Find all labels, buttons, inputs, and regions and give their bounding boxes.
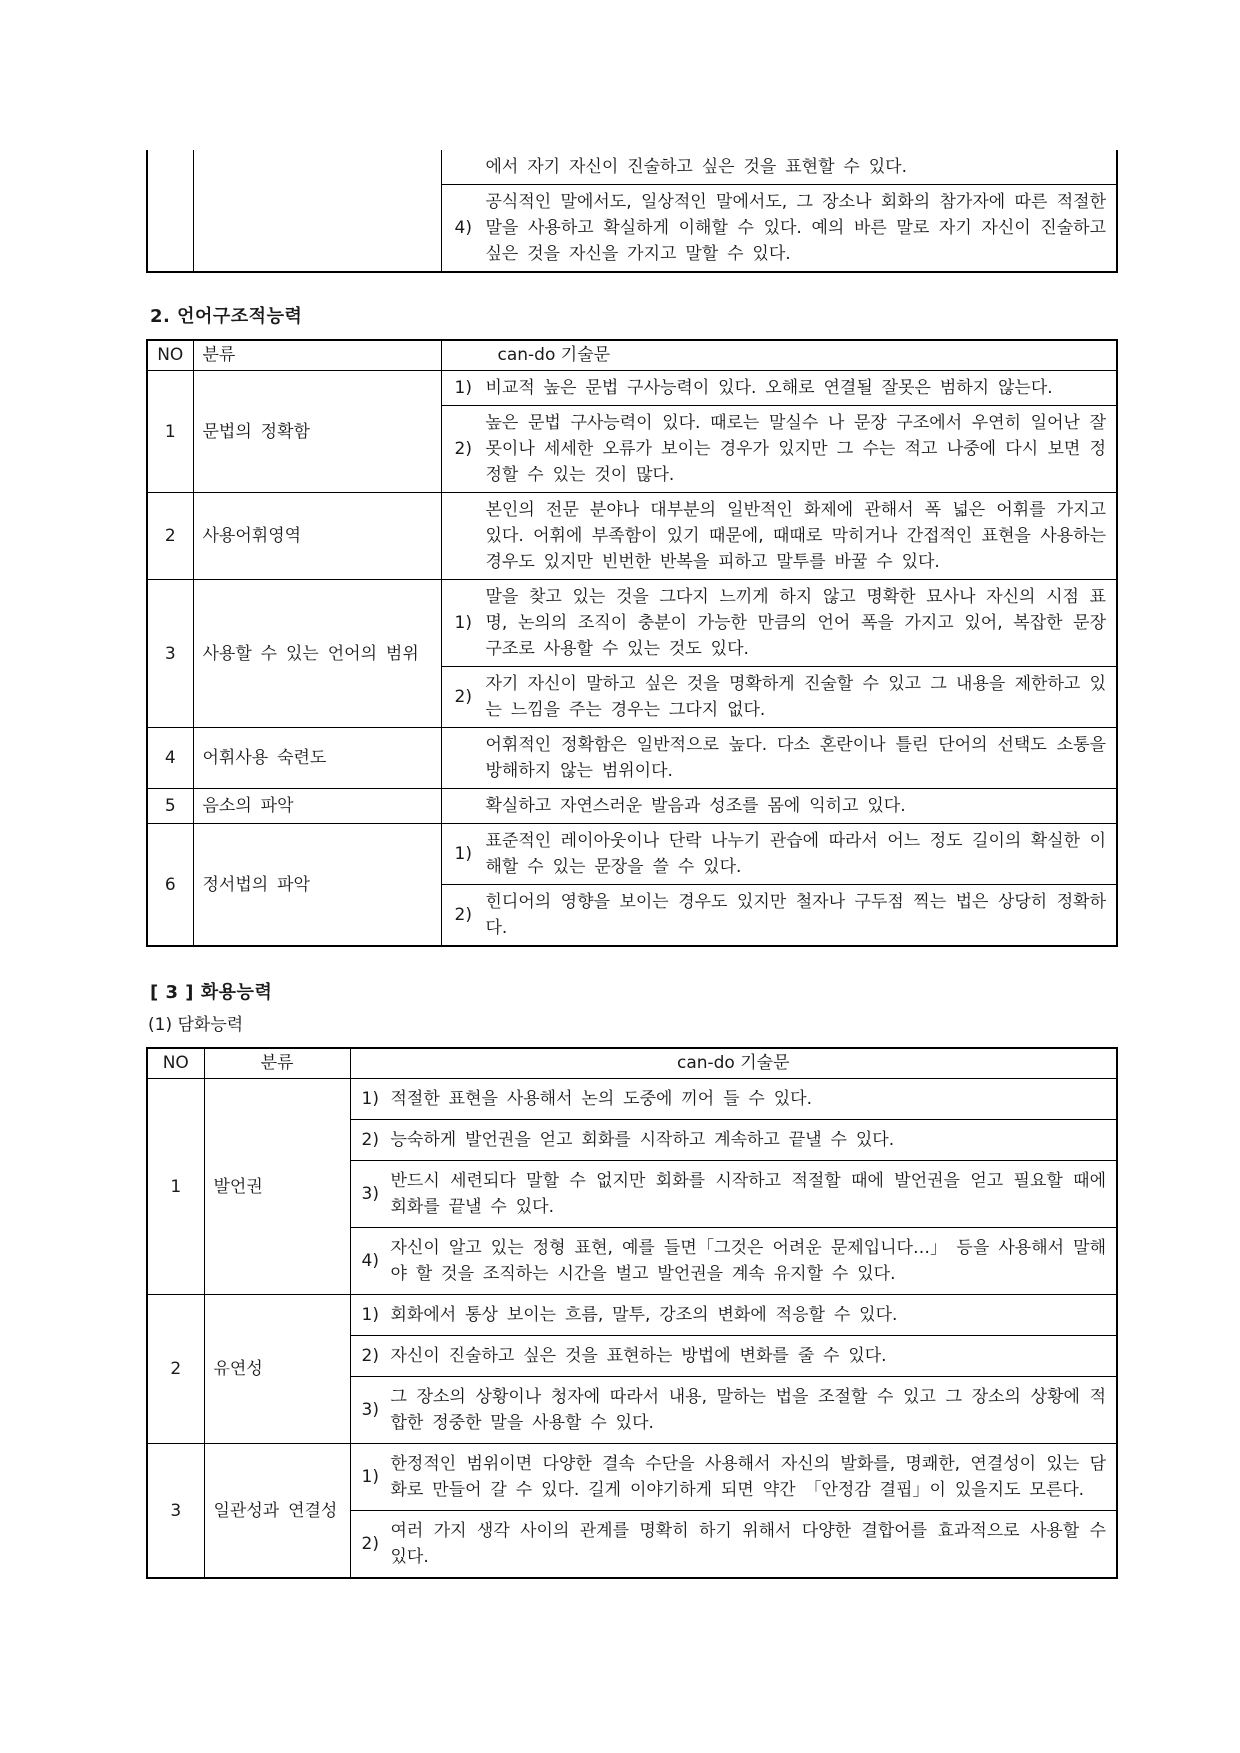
table-row [147,150,1117,185]
cando-item [442,671,1107,723]
table-row [147,728,1117,789]
cando-item [442,154,1107,180]
item-text: 자기 자신이 말하고 싶은 것을 명확하게 진술할 수 있고 그 내용을 제한하고 있는 느낌을 주는 경우는 그다지 없다. [485,674,1106,720]
row-category: 발언권 [204,1079,350,1295]
row-number: 1 [147,1079,204,1295]
item-text: 능숙하게 발언권을 얻고 회화를 시작하고 계속하고 끝낼 수 있다. [390,1130,895,1150]
item-text: 어휘적인 정확함은 일반적으로 높다. 다소 혼란이나 틀린 단어의 선택도 소통을 방해하지 않는 범위이다. [485,735,1106,781]
cando-cell [350,1079,1117,1120]
cando-item [351,1235,1107,1287]
row-category: 사용할 수 있는 언어의 범위 [193,580,441,728]
item-text: 에서 자기 자신이 진술하고 싶은 것을 표현할 수 있다. [485,157,907,177]
row-category: 유연성 [204,1295,350,1444]
item-text: 표준적인 레이아웃이나 단락 나누기 관습에 따라서 어느 정도 길이의 확실한 이해할 수 있는 문장을 쓸 수 있다. [485,831,1106,877]
item-text: 본인의 전문 분야나 대부분의 일반적인 화제에 관해서 폭 넓은 어휘를 가지고 있다. 어휘에 부족함이 있기 때문에, 때때로 막히거나 간접적인 표현을 사용하는 경우도 있지만 빈번한 반복을 피하고 말투를 바꿀 수 있다. [485,500,1106,572]
row-number: 1 [147,371,193,493]
item-number: 2) [361,1130,379,1150]
cando-cell [350,1120,1117,1161]
item-text: 확실하고 자연스러운 발음과 성조를 몸에 익히고 있다. [485,796,906,816]
cando-cell [350,1336,1117,1377]
table-row [147,1079,1117,1120]
item-number: 1) [361,1305,379,1325]
cando-item [442,732,1107,784]
cando-item [351,1518,1107,1570]
column-header-category: 분류 [204,1048,350,1079]
cando-cell [441,824,1117,885]
column-header-cando: can-do 기술문 [441,340,1117,371]
item-text: 말을 찾고 있는 것을 그다지 느끼게 하지 않고 명확한 묘사나 자신의 시점 표명, 논의의 조직이 충분이 가능한 만큼의 언어 폭을 가지고 있어, 복잡한 문장 구조로 사용할 수 있는 것도 있다. [485,587,1106,659]
item-text: 회화에서 통상 보이는 흐름, 말투, 강조의 변화에 적응할 수 있다. [390,1305,898,1325]
table-row [147,1444,1117,1511]
table-row [147,371,1117,406]
cando-item [351,1343,1107,1369]
cando-item [442,584,1107,662]
cando-item [442,889,1107,941]
row-number: 2 [147,1295,204,1444]
cando-item [442,793,1107,819]
cando-item [351,1451,1107,1503]
language-structure-table [146,339,1118,947]
item-text: 공식적인 말에서도, 일상적인 말에서도, 그 장소나 회화의 참가자에 따른 적절한 말을 사용하고 확실하게 이해할 수 있다. 예의 바른 말로 자기 자신이 진술하고 싶은 것을 자신을 가지고 말할 수 있다. [485,192,1106,264]
row-number: 4 [147,728,193,789]
cando-cell [441,667,1117,728]
cando-cell [441,150,1117,185]
item-text: 한정적인 범위이면 다양한 결속 수단을 사용해서 자신의 발화를, 명쾌한, 연결성이 있는 담화로 만들어 갈 수 있다. 길게 이야기하게 되면 약간 「안정감 결핍」이 있을지도 모른다. [390,1454,1106,1500]
cando-cell [350,1377,1117,1444]
cando-cell [350,1295,1117,1336]
table-row [147,1295,1117,1336]
cando-cell [441,580,1117,667]
item-text: 여러 가지 생각 사이의 관계를 명확히 하기 위해서 다양한 결합어를 효과적으로 사용할 수 있다. [390,1521,1106,1567]
row-number: 2 [147,493,193,580]
item-text: 자신이 알고 있는 정형 표현, 예를 들면「그것은 어려운 문제입니다…」 등을 사용해서 말해야 할 것을 조직하는 시간을 벌고 발언권을 계속 유지할 수 있다. [390,1238,1106,1284]
table-row [147,824,1117,885]
cando-cell [441,885,1117,947]
item-text: 반드시 세련되다 말할 수 없지만 회화를 시작하고 적절할 때에 발언권을 얻고 필요할 때에 회화를 끝낼 수 있다. [390,1171,1106,1217]
cando-cell [441,371,1117,406]
row-category: 사용어휘영역 [193,493,441,580]
item-number: 4) [361,1251,379,1271]
row-category: 어휘사용 숙련도 [193,728,441,789]
item-text: 높은 문법 구사능력이 있다. 때로는 말실수 나 문장 구조에서 우연히 일어난 잘못이나 세세한 오류가 보이는 경우가 있지만 그 수는 적고 나중에 다시 보면 정정할 수 있는 것이 많다. [485,413,1106,485]
cando-item [442,410,1107,488]
row-category: 일관성과 연결성 [204,1444,350,1579]
cando-item [351,1384,1107,1436]
item-number: 1) [361,1089,379,1109]
row-number: 6 [147,824,193,947]
item-number: 4) [454,218,472,238]
item-number: 2) [361,1346,379,1366]
cando-cell [441,185,1117,273]
column-header-category: 분류 [193,340,441,371]
row-category: 정서법의 파악 [193,824,441,947]
item-number: 2) [454,687,472,707]
cando-cell [350,1511,1117,1579]
table-row [147,580,1117,667]
item-number: 3) [361,1400,379,1420]
cando-item [442,375,1107,401]
cando-cell [441,789,1117,824]
item-number: 2) [454,439,472,459]
column-header-no: NO [147,1048,204,1079]
item-number: 1) [454,613,472,633]
item-text: 비교적 높은 문법 구사능력이 있다. 오해로 연결될 잘못은 범하지 않는다. [485,378,1053,398]
row-category: 음소의 파악 [193,789,441,824]
header-row [147,1048,1117,1079]
row-number: 3 [147,1444,204,1579]
item-text: 힌디어의 영향을 보이는 경우도 있지만 철자나 구두점 찍는 법은 상당히 정확하다. [485,892,1106,938]
cando-item [351,1127,1107,1153]
item-number: 1) [361,1467,379,1487]
section-3-subheading: (1) 담화능력 [148,1015,244,1035]
column-header-cando: can-do 기술문 [350,1048,1117,1079]
item-number: 1) [454,378,472,398]
section-2-heading: 2. 언어구조적능력 [150,306,303,327]
header-row [147,340,1117,371]
item-text: 자신이 진술하고 싶은 것을 표현하는 방법에 변화를 줄 수 있다. [390,1346,887,1366]
cando-cell [441,493,1117,580]
item-number: 2) [361,1534,379,1554]
item-number: 3) [361,1184,379,1204]
cando-cell [350,1228,1117,1295]
discourse-ability-table [146,1047,1118,1579]
row-number: 3 [147,580,193,728]
cando-cell [441,728,1117,789]
table-row [147,789,1117,824]
cando-item [351,1086,1107,1112]
row-category: 문법의 정확함 [193,371,441,493]
section-3-heading: [ 3 ] 화용능력 [150,982,273,1003]
item-text: 그 장소의 상황이나 청자에 따라서 내용, 말하는 법을 조절할 수 있고 그 장소의 상황에 적합한 정중한 말을 사용할 수 있다. [390,1387,1106,1433]
item-number: 1) [454,844,472,864]
column-header-no: NO [147,340,193,371]
cando-item [442,497,1107,575]
table-row [147,493,1117,580]
cando-cell [350,1161,1117,1228]
row-number: 5 [147,789,193,824]
item-number: 2) [454,905,472,925]
row-category [193,150,441,272]
cando-item [442,189,1107,267]
cando-item [442,828,1107,880]
top-continued-table [146,150,1118,273]
item-text: 적절한 표현을 사용해서 논의 도중에 끼어 들 수 있다. [390,1089,812,1109]
cando-item [351,1302,1107,1328]
row-number [147,150,193,272]
cando-cell [350,1444,1117,1511]
cando-item [351,1168,1107,1220]
cando-cell [441,406,1117,493]
